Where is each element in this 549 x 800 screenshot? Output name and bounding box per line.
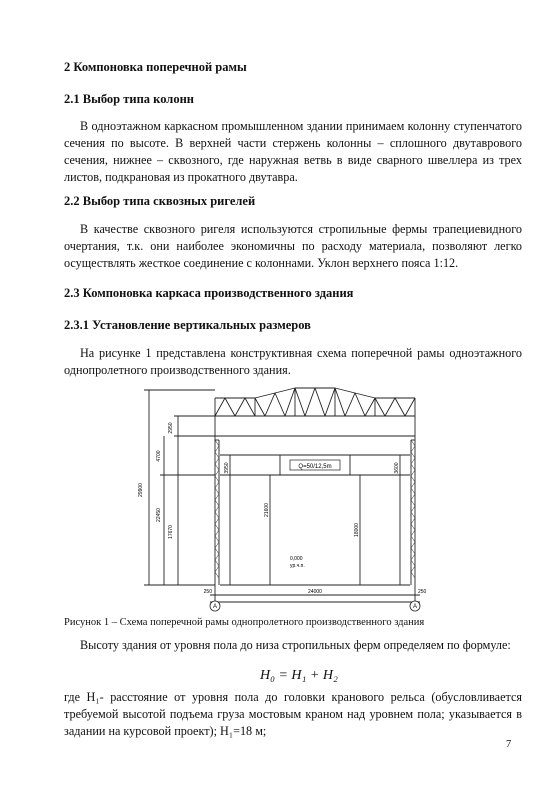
dim-17670: 17670 [168, 525, 174, 539]
page-number: 7 [506, 739, 512, 750]
crane-capacity-label: Q=50/12,5m [298, 464, 332, 470]
dim-3950: 3950 [224, 462, 230, 474]
dim-22450: 22450 [156, 508, 162, 522]
floor-mark: 0,000 [290, 556, 303, 562]
paragraph-column-type: В одноэтажном каркасном промышленном здании принимаем колонну ступенчатого сечения по высоте. В верхней части стержень колонны – сплошного двутаврового сечения, нижнее – сквозного, где наружная ветвь в виде сварного швеллера из трех листов, подкрановая из прокатного двутавра. [64, 119, 522, 184]
dim-2950: 2950 [168, 422, 174, 434]
dim-18000: 18000 [354, 523, 360, 537]
axis-label-left: А [212, 604, 218, 610]
dim-4700: 4700 [156, 450, 162, 462]
section-heading-2: 2 Компоновка поперечной рамы [64, 60, 247, 74]
dim-span: 24000 [308, 589, 322, 595]
dim-21600: 21600 [264, 503, 270, 517]
paragraph-girder-type: В качестве сквозного ригеля используются стропильные фермы трапециевидного очертания, т.к. они наиболее экономичны по расходу материала, позволяют легко осуществлять жесткое соединение с колоннами. Уклон верхнего пояса 1:12. [64, 222, 522, 270]
dim-total-height: 29900 [138, 483, 144, 497]
floor-mark-label: ур.ч.п. [290, 563, 305, 569]
axis-label-right: А [412, 604, 418, 610]
section-heading-2-3-1: 2.3.1 Установление вертикальных размеров [64, 318, 311, 332]
dim-left-offset: 250 [203, 589, 212, 595]
frame-diagram [120, 380, 460, 612]
paragraph-h1-definition: где H₁- расстояние от уровня пола до головки кранового рельса (обусловливается требуемой высотой подъема груза мостовым краном над уровнем пола; указывается в задании на курсовой проект); H₁=18 м; [64, 690, 522, 738]
section-heading-2-3: 2.3 Компоновка каркаса производственного здания [64, 286, 354, 300]
dim-3600: 3600 [394, 462, 400, 474]
section-heading-2-2: 2.2 Выбор типа сквозных ригелей [64, 194, 256, 208]
section-heading-2-1: 2.1 Выбор типа колонн [64, 92, 194, 106]
figure-caption: Рисунок 1 – Схема поперечной рамы однопролетного производственного здания [64, 617, 425, 628]
paragraph-formula-intro: Высоту здания от уровня пола до низа стропильных ферм определяем по формуле: [80, 638, 511, 652]
dim-right-offset: 250 [418, 589, 427, 595]
paragraph-figure-intro: На рисунке 1 представлена конструктивная схема поперечной рамы одноэтажного однопролетного производственного здания. [64, 346, 522, 377]
formula-h0: H₀ = H₁ + H₂ [260, 668, 338, 683]
